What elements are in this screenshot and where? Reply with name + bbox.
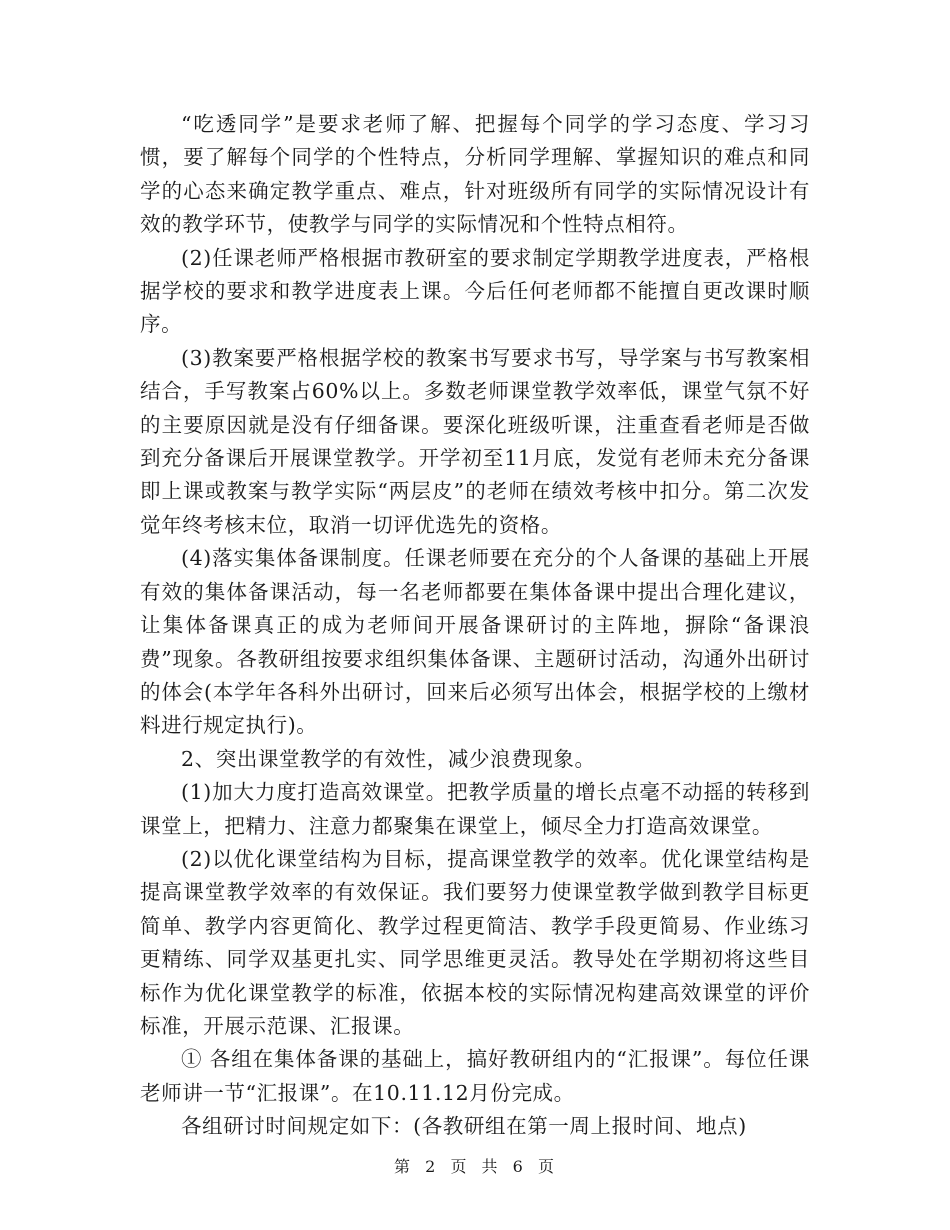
paragraph-understand-students: “吃透同学”是要求老师了解、把握每个同学的学习态度、学习习惯，要了解每个同学的个性特点，分析同学理解、掌握知识的难点和同学的心态来确定教学重点、难点，针对班级所有同学的实际情况设计有效的教学环节，使教学与同学的实际情况和个性特点相符。: [140, 112, 810, 237]
section-heading-classroom-effectiveness: 2、突出课堂教学的有效性，减少浪费现象。: [181, 746, 596, 771]
footer-prefix: 第: [394, 1157, 413, 1176]
paragraph-report-lessons: ① 各组在集体备课的基础上，搞好教研组内的“汇报课”。每位任课老师讲一节“汇报课”。在10.11.12月份完成。: [140, 1047, 810, 1105]
document-body: [140, 108, 810, 1144]
total-prefix: 共: [481, 1157, 500, 1176]
paragraph-optimize-structure: (2)以优化课堂结构为目标，提高课堂教学的效率。优化课堂结构是提高课堂教学效率的有效保证。我们要努力使课堂教学做到教学目标更简单、教学内容更简化、教学过程更简洁、教学手段更简易、作业练习更精练、同学双基更扎实、同学思维更灵活。教导处在学期初将这些目标作为优化课堂教学的标准，依据本校的实际情况构建高效课堂的评价标准，开展示范课、汇报课。: [140, 846, 810, 1038]
paragraph-schedule-note: 各组研讨时间规定如下：(各教研组在第一周上报时间、地点): [181, 1114, 747, 1139]
paragraph-item-2-schedule: (2)任课老师严格根据市教研室的要求制定学期教学进度表，严格根据学校的要求和教学进度表上课。今后任何老师都不能擅自更改课时顺序。: [140, 245, 810, 337]
page-unit: 页: [450, 1157, 469, 1176]
total-unit: 页: [537, 1157, 556, 1176]
total-pages: 6: [512, 1157, 525, 1176]
paragraph-item-4-collective-prep: (4)落实集体备课制度。任课老师要在充分的个人备课的基础上开展有效的集体备课活动，每一名老师都要在集体备课中提出合理化建议，让集体备课真正的成为老师间开展备课研讨的主阵地，摒除“备课浪费”现象。各教研组按要求组织集体备课、主题研讨活动，沟通外出研讨的体会(本学年各科外出研讨，回来后必须写出体会，根据学校的上缴材料进行规定执行)。: [140, 546, 810, 738]
paragraph-efficient-classroom: (1)加大力度打造高效课堂。把教学质量的增长点毫不动摇的转移到课堂上，把精力、注意力都聚集在课堂上，倾尽全力打造高效课堂。: [140, 780, 810, 838]
page-number: 2: [425, 1157, 438, 1176]
paragraph-item-3-lesson-plans: (3)教案要严格根据学校的教案书写要求书写，导学案与书写教案相结合，手写教案占60%以上。多数老师课堂教学效率低，课堂气氛不好的主要原因就是没有仔细备课。要深化班级听课，注重查看老师是否做到充分备课后开展课堂教学。开学初至11月底，发觉有老师未充分备课即上课或教案与教学实际“两层皮”的老师在绩效考核中扣分。第二次发觉年终考核末位，取消一切评优选先的资格。: [140, 345, 810, 537]
page-footer: [0, 1154, 950, 1177]
